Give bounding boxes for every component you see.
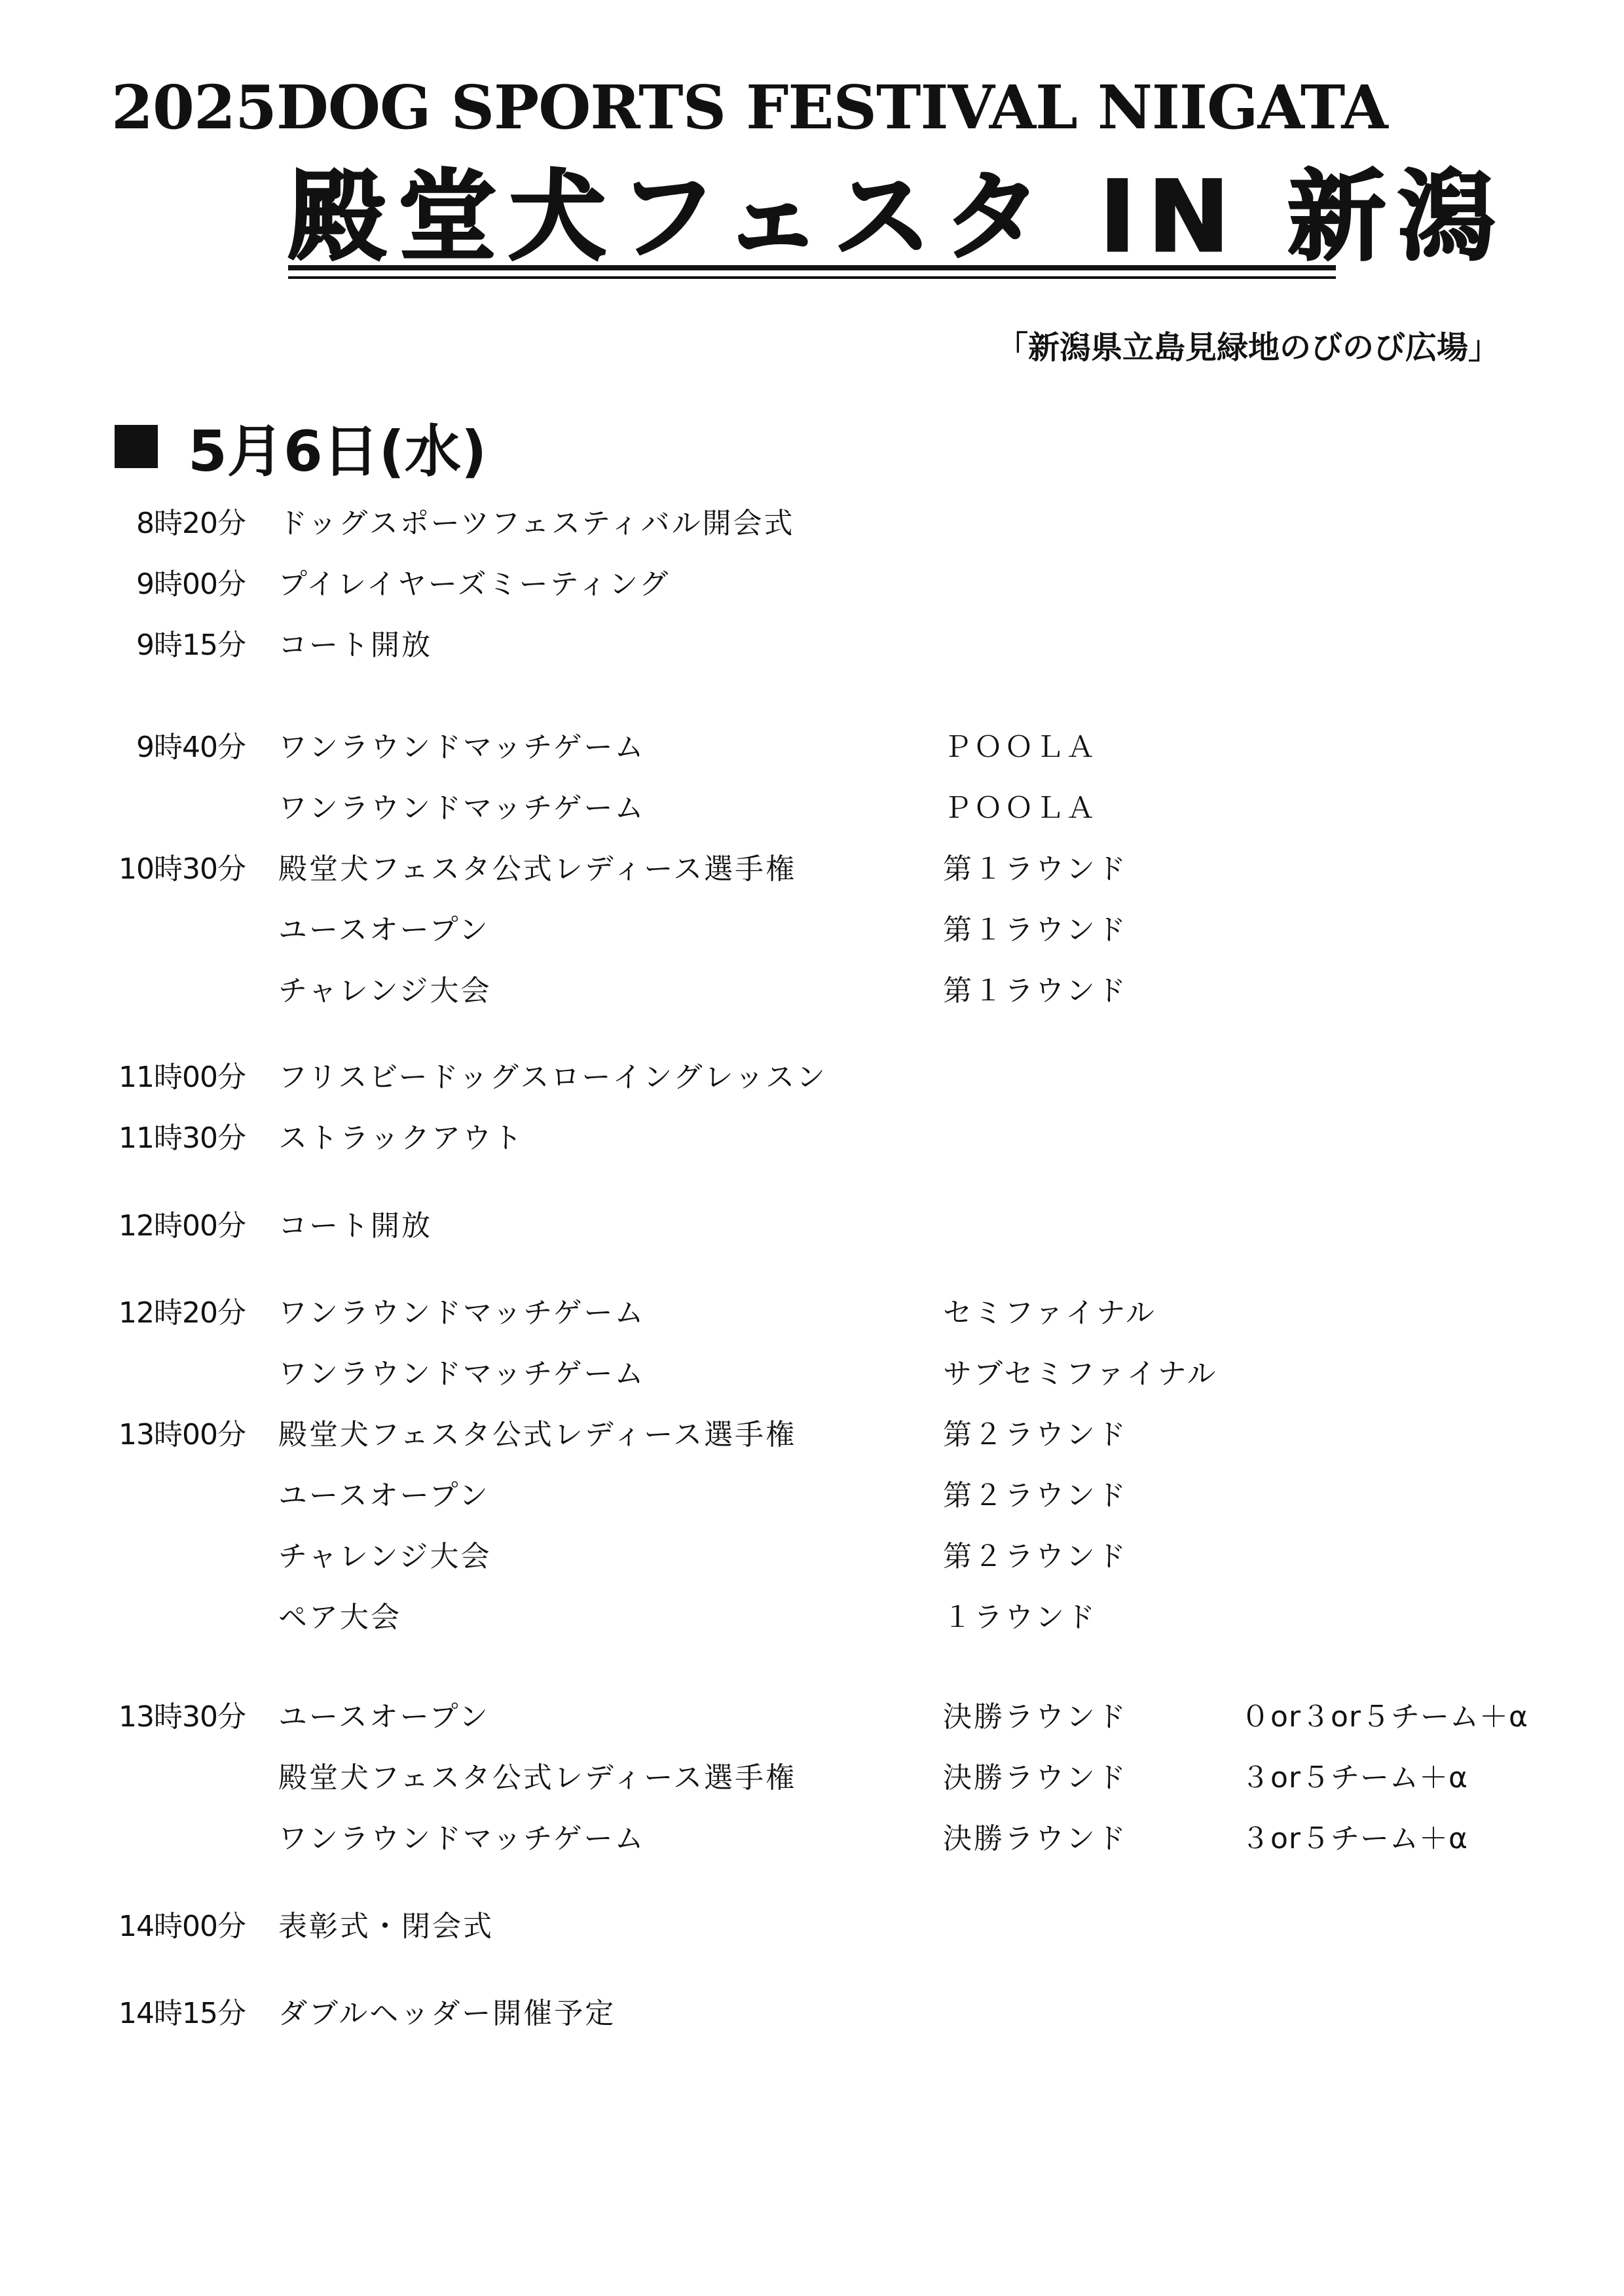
schedule-event: ペア大会 xyxy=(278,1601,401,1634)
schedule-event: ワンラウンドマッチゲーム xyxy=(278,1357,646,1391)
schedule-note: ０or３or５チーム＋α xyxy=(1241,1700,1529,1734)
schedule-row xyxy=(0,1754,1624,1800)
schedule-event: 表彰式・閉会式 xyxy=(278,1910,494,1943)
schedule-row xyxy=(0,1594,1624,1639)
schedule-row xyxy=(0,560,1624,606)
schedule-round: １ラウンド xyxy=(943,1601,1097,1634)
schedule-event: チャレンジ大会 xyxy=(278,974,492,1008)
schedule-note: ３or５チーム＋α xyxy=(1241,1822,1469,1855)
schedule-event: ワンラウンドマッチゲーム xyxy=(278,731,646,764)
schedule-event: ワンラウンドマッチゲーム xyxy=(278,1822,646,1855)
schedule-row xyxy=(0,1053,1624,1099)
schedule-row xyxy=(0,1533,1624,1578)
schedule-row xyxy=(0,1472,1624,1518)
schedule-event: プイレイヤーズミーティング xyxy=(278,568,671,601)
schedule-row xyxy=(0,967,1624,1013)
schedule-row xyxy=(0,723,1624,769)
schedule-time: 9時15分 xyxy=(136,629,246,662)
schedule-row xyxy=(0,1815,1624,1861)
schedule-round: ＰＯＯＬＡ xyxy=(943,792,1097,825)
schedule-event: ワンラウンドマッチゲーム xyxy=(278,792,646,825)
venue-name: 「新潟県立島見緑地のびのび広場」 xyxy=(996,329,1500,366)
schedule-round: 第２ラウンド xyxy=(943,1418,1128,1451)
schedule-event: ストラックアウト xyxy=(278,1121,525,1155)
schedule-row xyxy=(0,500,1624,545)
schedule-round: ＰＯＯＬＡ xyxy=(943,731,1097,764)
schedule-round: サブセミファイナル xyxy=(943,1357,1218,1391)
schedule-time: 11時00分 xyxy=(119,1061,246,1094)
schedule-event: ユースオープン xyxy=(278,1700,490,1734)
schedule-time: 14時00分 xyxy=(119,1910,246,1943)
schedule-row xyxy=(0,1990,1624,2035)
schedule-row xyxy=(0,1350,1624,1396)
schedule-event: ダブルヘッダー開催予定 xyxy=(278,1997,616,2030)
schedule-event: コート開放 xyxy=(278,1209,432,1243)
schedule-round: 第２ラウンド xyxy=(943,1479,1128,1512)
schedule-time: 9時00分 xyxy=(136,568,246,601)
schedule-time: 11時30分 xyxy=(119,1121,246,1155)
schedule-round: 決勝ラウンド xyxy=(943,1761,1128,1795)
schedule-row xyxy=(0,1903,1624,1948)
schedule-event: 殿堂犬フェスタ公式レディース選手権 xyxy=(278,852,797,886)
schedule-event: 殿堂犬フェスタ公式レディース選手権 xyxy=(278,1418,797,1451)
schedule-time: 8時20分 xyxy=(136,507,246,540)
schedule-event: ユースオープン xyxy=(278,913,490,947)
schedule-round: 決勝ラウンド xyxy=(943,1700,1128,1734)
schedule-round: 第１ラウンド xyxy=(943,913,1128,947)
schedule-event: コート開放 xyxy=(278,629,432,662)
schedule-time: 10時30分 xyxy=(119,852,246,886)
schedule-round: セミファイナル xyxy=(943,1296,1156,1330)
schedule-event: ワンラウンドマッチゲーム xyxy=(278,1296,646,1330)
schedule-event: チャレンジ大会 xyxy=(278,1540,492,1573)
schedule-row xyxy=(0,1202,1624,1248)
schedule-time: 9時40分 xyxy=(136,731,246,764)
schedule-event: フリスビードッグスローイングレッスン xyxy=(278,1061,828,1094)
schedule-time: 12時20分 xyxy=(119,1296,246,1330)
schedule-row xyxy=(0,784,1624,830)
english-title: 2025DOG SPORTS FESTIVAL NIIGATA xyxy=(111,72,1388,143)
schedule-row xyxy=(0,1114,1624,1160)
schedule-row xyxy=(0,1693,1624,1739)
schedule-row xyxy=(0,906,1624,952)
schedule-event: ユースオープン xyxy=(278,1479,490,1512)
schedule-round: 第２ラウンド xyxy=(943,1540,1128,1573)
japanese-title: 殿堂犬フェスタ IN 新潟 xyxy=(288,160,1508,274)
schedule-round: 第１ラウンド xyxy=(943,974,1128,1008)
schedule-time: 12時00分 xyxy=(119,1209,246,1243)
schedule-event: ドッグスポーツフェスティバル開会式 xyxy=(278,507,795,540)
schedule-note: ３or５チーム＋α xyxy=(1241,1761,1469,1795)
schedule-round: 第１ラウンド xyxy=(943,852,1128,886)
schedule-row xyxy=(0,621,1624,667)
schedule-time: 13時00分 xyxy=(119,1418,246,1451)
schedule-event: 殿堂犬フェスタ公式レディース選手権 xyxy=(278,1761,797,1795)
schedule-row xyxy=(0,1289,1624,1335)
schedule-row xyxy=(0,1411,1624,1457)
schedule-time: 14時15分 xyxy=(119,1997,246,2030)
schedule-round: 決勝ラウンド xyxy=(943,1822,1128,1855)
schedule-row xyxy=(0,845,1624,891)
schedule-time: 13時30分 xyxy=(119,1700,246,1734)
day-heading-label: 5月6日(水) xyxy=(188,419,487,484)
